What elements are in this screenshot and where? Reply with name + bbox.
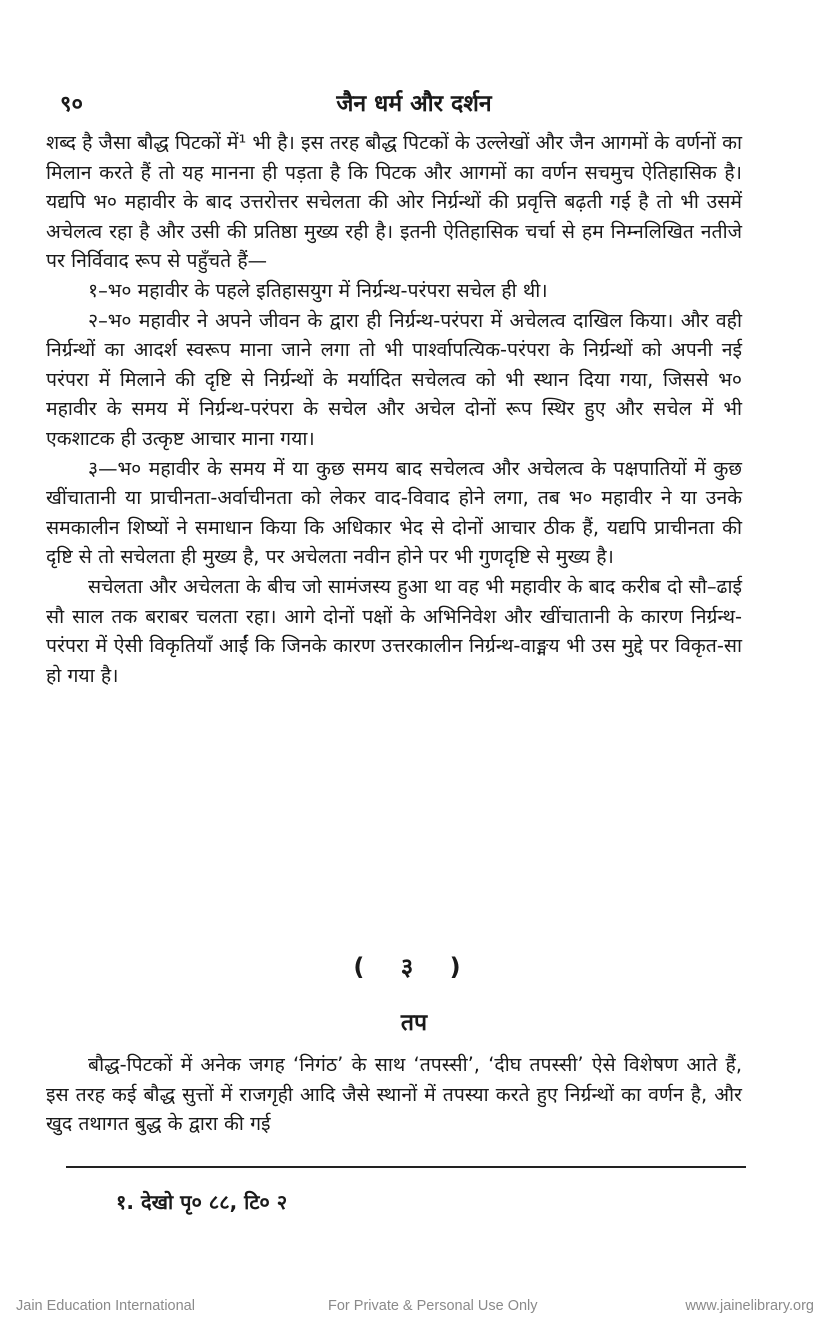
page-number: ९०: [60, 92, 83, 117]
page-footer: [0, 1298, 828, 1322]
section-body-text: [46, 1050, 742, 1139]
conclusion-item-3: ३—भ० महावीर के समय में या कुछ समय बाद सचेलत्व और अचेलत्व के पक्षपातियों में कुछ खींचातानी या प्राचीनता-अर्वाचीनता को लेकर वाद-विवाद होने लगा, तब भ० महावीर ने या उनके समकालीन शिष्यों ने समाधान किया कि अधिकार भेद से दोनों आचार ठीक हैं, यद्यपि प्राचीनता की दृष्टि से तो सचेलता ही मुख्य है, पर अचेलता नवीन होने पर भी गुणदृष्टि से मुख्य है।: [46, 456, 742, 569]
running-title: जैन धर्म और दर्शन: [336, 91, 492, 117]
page-header: [60, 80, 768, 120]
footer-publisher: Jain Education International: [16, 1298, 195, 1314]
footer-website-link[interactable]: www.jainelibrary.org: [685, 1298, 814, 1314]
paragraph: शब्द है जैसा बौद्ध पिटकों में¹ भी है। इस तरह बौद्ध पिटकों के उल्लेखों और जैन आगमों के वर्णनों का मिलान करते हैं तो यह मानना ही पड़ता है कि पिटक और आगमों का वर्णन सचमुच ऐतिहासिक है। यद्यपि भ० महावीर के बाद उत्तरोत्तर सचेलता की ओर निर्ग्रन्थों की प्रवृत्ति बढ़ती गई है तो भी उसमें अचेलत्व रहा है और उसी की प्रतिष्ठा मुख्य रही है। इतनी ऐतिहासिक चर्चा से हम निम्नलिखित नतीजे पर निर्विवाद रूप से पहुँचते हैं—: [46, 131, 743, 273]
section-number: ( ३ ): [353, 953, 475, 981]
paragraph: बौद्ध-पिटकों में अनेक जगह ‘निगंठ’ के साथ ‘तपस्सी’, ‘दीघ तपस्सी’ ऐसे विशेषण आते हैं, इस तरह कई बौद्ध सुत्तों में राजगृही आदि जैसे स्थानों में तपस्या करते हुए निर्ग्रन्थों का वर्णन है, और खुद तथागत बुद्ध के द्वारा की गई: [46, 1053, 742, 1136]
body-text: [46, 128, 742, 690]
footer-usage-notice: For Private & Personal Use Only: [328, 1298, 538, 1314]
footnote: १. देखो पृ० ८८, टि० २: [116, 1190, 288, 1214]
conclusion-item-1: १–भ० महावीर के पहले इतिहासयुग में निर्ग्रन्थ-परंपरा सचेल ही थी।: [88, 278, 548, 302]
paragraph: सचेलता और अचेलता के बीच जो सामंजस्य हुआ था वह भी महावीर के बाद करीब दो सौ–ढाई सौ साल तक बराबर चलता रहा। आगे दोनों पक्षों के अभिनिवेश और खींचातानी के कारण निर्ग्रन्थ-परंपरा में ऐसी विकृतियाँ आईं कि जिनके कारण उत्तरकालीन निर्ग्रन्थ-वाङ्मय भी उस मुद्दे पर विकृत-सा हो गया है।: [46, 574, 742, 687]
footnote-divider: [66, 1166, 746, 1168]
conclusion-item-2: २–भ० महावीर ने अपने जीवन के द्वारा ही निर्ग्रन्थ-परंपरा में अचेलत्व दाखिल किया। और वही निर्ग्रन्थों का आदर्श स्वरूप माना जाने लगा तो भी पार्श्वापत्यिक-परंपरा के निर्ग्रन्थों को अपनी नई परंपरा में मिलाने की दृष्टि से निर्ग्रन्थों के मर्यादित सचेलत्व को भी स्थान दिया गया, जिससे भ० महावीर के समय में निर्ग्रन्थ-परंपरा के सचेल और अचेल दोनों रूप स्थिर हुए और सचेल में भी एकशाटक ही उत्कृष्ट आचार माना गया।: [46, 308, 742, 450]
section-title: तप: [400, 1010, 428, 1036]
